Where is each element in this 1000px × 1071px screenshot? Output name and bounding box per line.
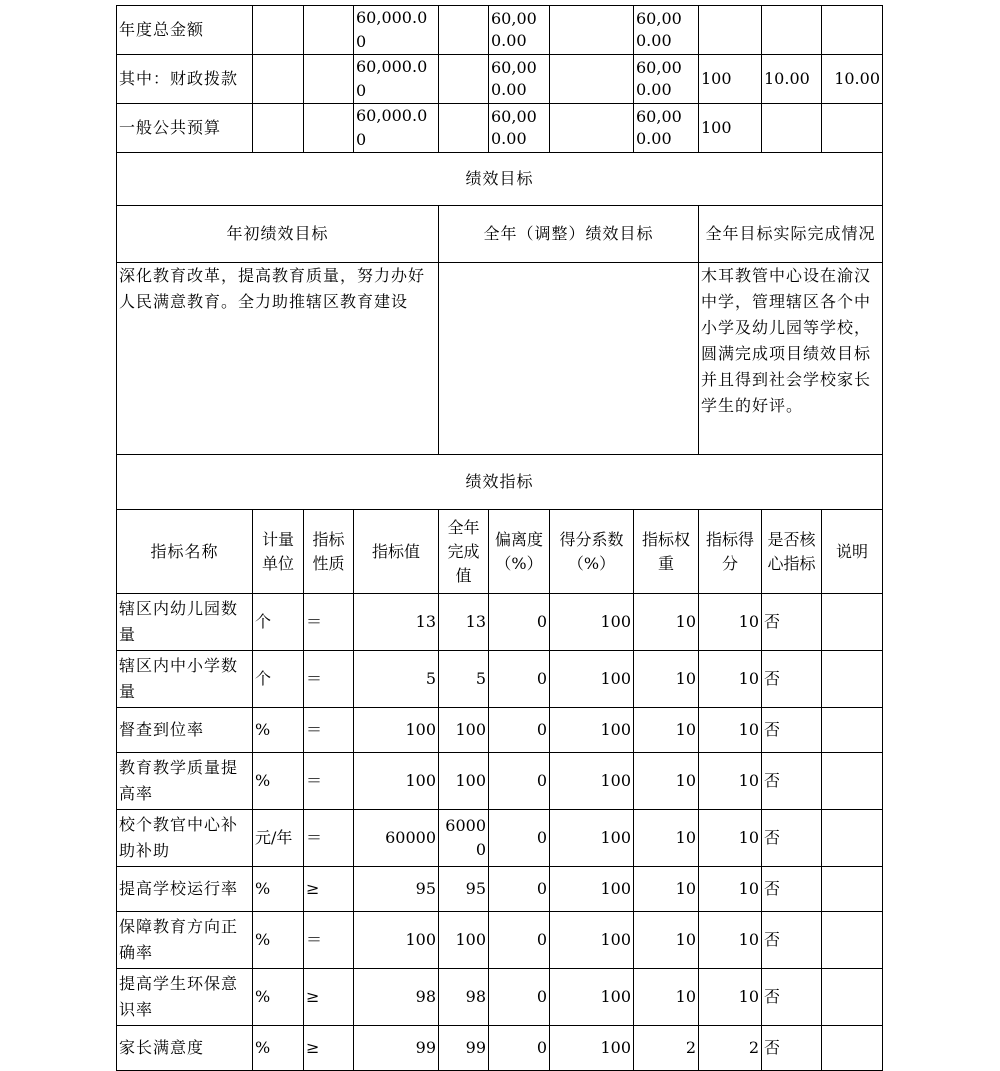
indicator-target: 5	[354, 651, 439, 708]
funding-cell-c3: 60,000.00	[354, 6, 439, 55]
funding-cell-c9	[762, 104, 822, 153]
indicator-unit: %	[253, 969, 304, 1026]
indicator-weight: 10	[634, 594, 699, 651]
funding-cell-c10: 10.00	[822, 55, 883, 104]
funding-cell-c6	[550, 104, 634, 153]
funding-cell-c5: 60,000.00	[489, 104, 550, 153]
indicator-note	[822, 651, 883, 708]
indicator-weight: 10	[634, 753, 699, 810]
header-nature: 指标性质	[304, 510, 354, 594]
funding-cell-c1	[253, 55, 304, 104]
indicator-nature: ≥	[304, 867, 354, 912]
indicator-core: 否	[762, 651, 822, 708]
indicator-core: 否	[762, 810, 822, 867]
funding-cell-c2	[304, 6, 354, 55]
indicator-weight: 10	[634, 912, 699, 969]
indicator-deviation: 0	[489, 651, 550, 708]
indicator-deviation: 0	[489, 753, 550, 810]
funding-cell-c9	[762, 6, 822, 55]
indicator-name: 提高学生环保意识率	[117, 969, 253, 1026]
indicator-core: 否	[762, 753, 822, 810]
indicator-name: 教育教学质量提高率	[117, 753, 253, 810]
funding-cell-c4	[439, 55, 489, 104]
indicator-name: 家长满意度	[117, 1026, 253, 1071]
indicator-core: 否	[762, 867, 822, 912]
header-deviation: 偏离度（%）	[489, 510, 550, 594]
indicator-unit: %	[253, 753, 304, 810]
performance-table	[116, 5, 883, 1071]
indicator-name: 提高学校运行率	[117, 867, 253, 912]
table-row	[117, 753, 883, 810]
goals-col-actual: 全年目标实际完成情况	[699, 206, 883, 263]
funding-cell-c1	[253, 104, 304, 153]
indicator-deviation: 0	[489, 867, 550, 912]
indicator-unit: 个	[253, 651, 304, 708]
table-row	[117, 912, 883, 969]
funding-cell-c6	[550, 6, 634, 55]
indicator-coef: 100	[550, 753, 634, 810]
indicator-actual: 100	[439, 753, 489, 810]
indicator-coef: 100	[550, 708, 634, 753]
goals-col-initial: 年初绩效目标	[117, 206, 439, 263]
goals-actual-text: 木耳教管中心设在渝汉中学，管理辖区各个中小学及幼儿园等学校，圆满完成项目绩效目标并且得到社会学校家长学生的好评。	[699, 263, 883, 455]
indicator-nature: ＝	[304, 651, 354, 708]
indicator-name: 辖区内中小学数量	[117, 651, 253, 708]
indicator-coef: 100	[550, 594, 634, 651]
indicator-unit: 个	[253, 594, 304, 651]
indicator-deviation: 0	[489, 708, 550, 753]
funding-cell-c1	[253, 6, 304, 55]
indicator-unit: %	[253, 867, 304, 912]
indicator-coef: 100	[550, 969, 634, 1026]
indicator-target: 99	[354, 1026, 439, 1071]
indicator-weight: 10	[634, 867, 699, 912]
funding-row	[117, 6, 883, 55]
funding-cell-c8: 100	[699, 104, 762, 153]
indicator-core: 否	[762, 1026, 822, 1071]
indicator-deviation: 0	[489, 912, 550, 969]
indicator-nature: ＝	[304, 594, 354, 651]
funding-section	[117, 6, 883, 153]
indicator-deviation: 0	[489, 594, 550, 651]
funding-cell-c4	[439, 6, 489, 55]
table-row	[117, 594, 883, 651]
indicator-score: 2	[699, 1026, 762, 1071]
header-coef: 得分系数（%）	[550, 510, 634, 594]
funding-cell-c2	[304, 104, 354, 153]
header-unit: 计量单位	[253, 510, 304, 594]
indicator-score: 10	[699, 594, 762, 651]
indicator-weight: 10	[634, 708, 699, 753]
indicator-name: 保障教育方向正确率	[117, 912, 253, 969]
funding-cell-c10	[822, 6, 883, 55]
indicator-actual: 60000	[439, 810, 489, 867]
indicator-name: 辖区内幼儿园数量	[117, 594, 253, 651]
header-note: 说明	[822, 510, 883, 594]
indicator-actual: 5	[439, 651, 489, 708]
header-score: 指标得分	[699, 510, 762, 594]
funding-cell-c5: 60,000.00	[489, 6, 550, 55]
header-target: 指标值	[354, 510, 439, 594]
indicator-nature: ＝	[304, 753, 354, 810]
funding-row	[117, 104, 883, 153]
indicator-note	[822, 810, 883, 867]
funding-cell-c8	[699, 6, 762, 55]
indicator-unit: 元/年	[253, 810, 304, 867]
goals-section-title: 绩效目标	[117, 153, 883, 206]
indicator-coef: 100	[550, 1026, 634, 1071]
indicator-unit: %	[253, 912, 304, 969]
indicator-actual: 99	[439, 1026, 489, 1071]
indicator-note	[822, 753, 883, 810]
indicator-unit: %	[253, 708, 304, 753]
indicator-weight: 10	[634, 651, 699, 708]
indicator-target: 100	[354, 912, 439, 969]
indicator-nature: ＝	[304, 810, 354, 867]
indicator-core: 否	[762, 708, 822, 753]
funding-cell-c3: 60,000.00	[354, 55, 439, 104]
funding-cell-c2	[304, 55, 354, 104]
funding-cell-c9: 10.00	[762, 55, 822, 104]
indicator-core: 否	[762, 969, 822, 1026]
funding-cell-c8: 100	[699, 55, 762, 104]
header-name: 指标名称	[117, 510, 253, 594]
indicator-actual: 13	[439, 594, 489, 651]
indicator-coef: 100	[550, 867, 634, 912]
indicator-score: 10	[699, 810, 762, 867]
indicator-core: 否	[762, 912, 822, 969]
funding-cell-c5: 60,000.00	[489, 55, 550, 104]
funding-cell-c4	[439, 104, 489, 153]
indicator-note	[822, 1026, 883, 1071]
indicator-deviation: 0	[489, 969, 550, 1026]
goals-section	[117, 153, 883, 594]
indicator-note	[822, 969, 883, 1026]
funding-cell-c7: 60,000.00	[634, 6, 699, 55]
indicator-score: 10	[699, 867, 762, 912]
indicator-score: 10	[699, 912, 762, 969]
indicator-target: 95	[354, 867, 439, 912]
funding-cell-c6	[550, 55, 634, 104]
indicator-target: 60000	[354, 810, 439, 867]
funding-cell-c7: 60,000.00	[634, 55, 699, 104]
indicator-coef: 100	[550, 810, 634, 867]
table-row	[117, 651, 883, 708]
indicator-nature: ＝	[304, 912, 354, 969]
indicator-deviation: 0	[489, 1026, 550, 1071]
goals-initial-text: 深化教育改革，提高教育质量，努力办好人民满意教育。全力助推辖区教育建设	[117, 263, 439, 455]
indicator-nature: ≥	[304, 1026, 354, 1071]
funding-row-name: 一般公共预算	[117, 104, 253, 153]
indicator-name: 督查到位率	[117, 708, 253, 753]
indicators-header-row	[117, 510, 883, 594]
funding-row-name: 其中：财政拨款	[117, 55, 253, 104]
header-core: 是否核心指标	[762, 510, 822, 594]
indicator-score: 10	[699, 708, 762, 753]
indicator-coef: 100	[550, 651, 634, 708]
indicator-target: 100	[354, 753, 439, 810]
indicator-actual: 95	[439, 867, 489, 912]
indicator-core: 否	[762, 594, 822, 651]
funding-cell-c7: 60,000.00	[634, 104, 699, 153]
funding-row	[117, 55, 883, 104]
header-weight: 指标权重	[634, 510, 699, 594]
table-row	[117, 969, 883, 1026]
indicator-actual: 100	[439, 708, 489, 753]
indicators-section-title: 绩效指标	[117, 455, 883, 510]
funding-cell-c3: 60,000.00	[354, 104, 439, 153]
indicator-weight: 2	[634, 1026, 699, 1071]
indicator-weight: 10	[634, 969, 699, 1026]
indicator-nature: ＝	[304, 708, 354, 753]
indicator-score: 10	[699, 651, 762, 708]
goals-adjusted-text	[439, 263, 699, 455]
indicator-target: 100	[354, 708, 439, 753]
indicator-target: 13	[354, 594, 439, 651]
indicator-note	[822, 708, 883, 753]
indicator-score: 10	[699, 969, 762, 1026]
table-row	[117, 708, 883, 753]
indicators-body	[117, 594, 883, 1071]
table-row	[117, 810, 883, 867]
indicator-score: 10	[699, 753, 762, 810]
indicator-note	[822, 912, 883, 969]
funding-cell-c10	[822, 104, 883, 153]
indicator-target: 98	[354, 969, 439, 1026]
indicator-nature: ≥	[304, 969, 354, 1026]
indicator-unit: %	[253, 1026, 304, 1071]
indicator-weight: 10	[634, 810, 699, 867]
table-row	[117, 867, 883, 912]
indicator-note	[822, 594, 883, 651]
indicator-note	[822, 867, 883, 912]
goals-col-adjusted: 全年（调整）绩效目标	[439, 206, 699, 263]
funding-row-name: 年度总金额	[117, 6, 253, 55]
header-actual: 全年完成值	[439, 510, 489, 594]
table-row	[117, 1026, 883, 1071]
indicator-actual: 98	[439, 969, 489, 1026]
indicator-deviation: 0	[489, 810, 550, 867]
indicator-actual: 100	[439, 912, 489, 969]
indicator-coef: 100	[550, 912, 634, 969]
indicator-name: 校个教官中心补助补助	[117, 810, 253, 867]
